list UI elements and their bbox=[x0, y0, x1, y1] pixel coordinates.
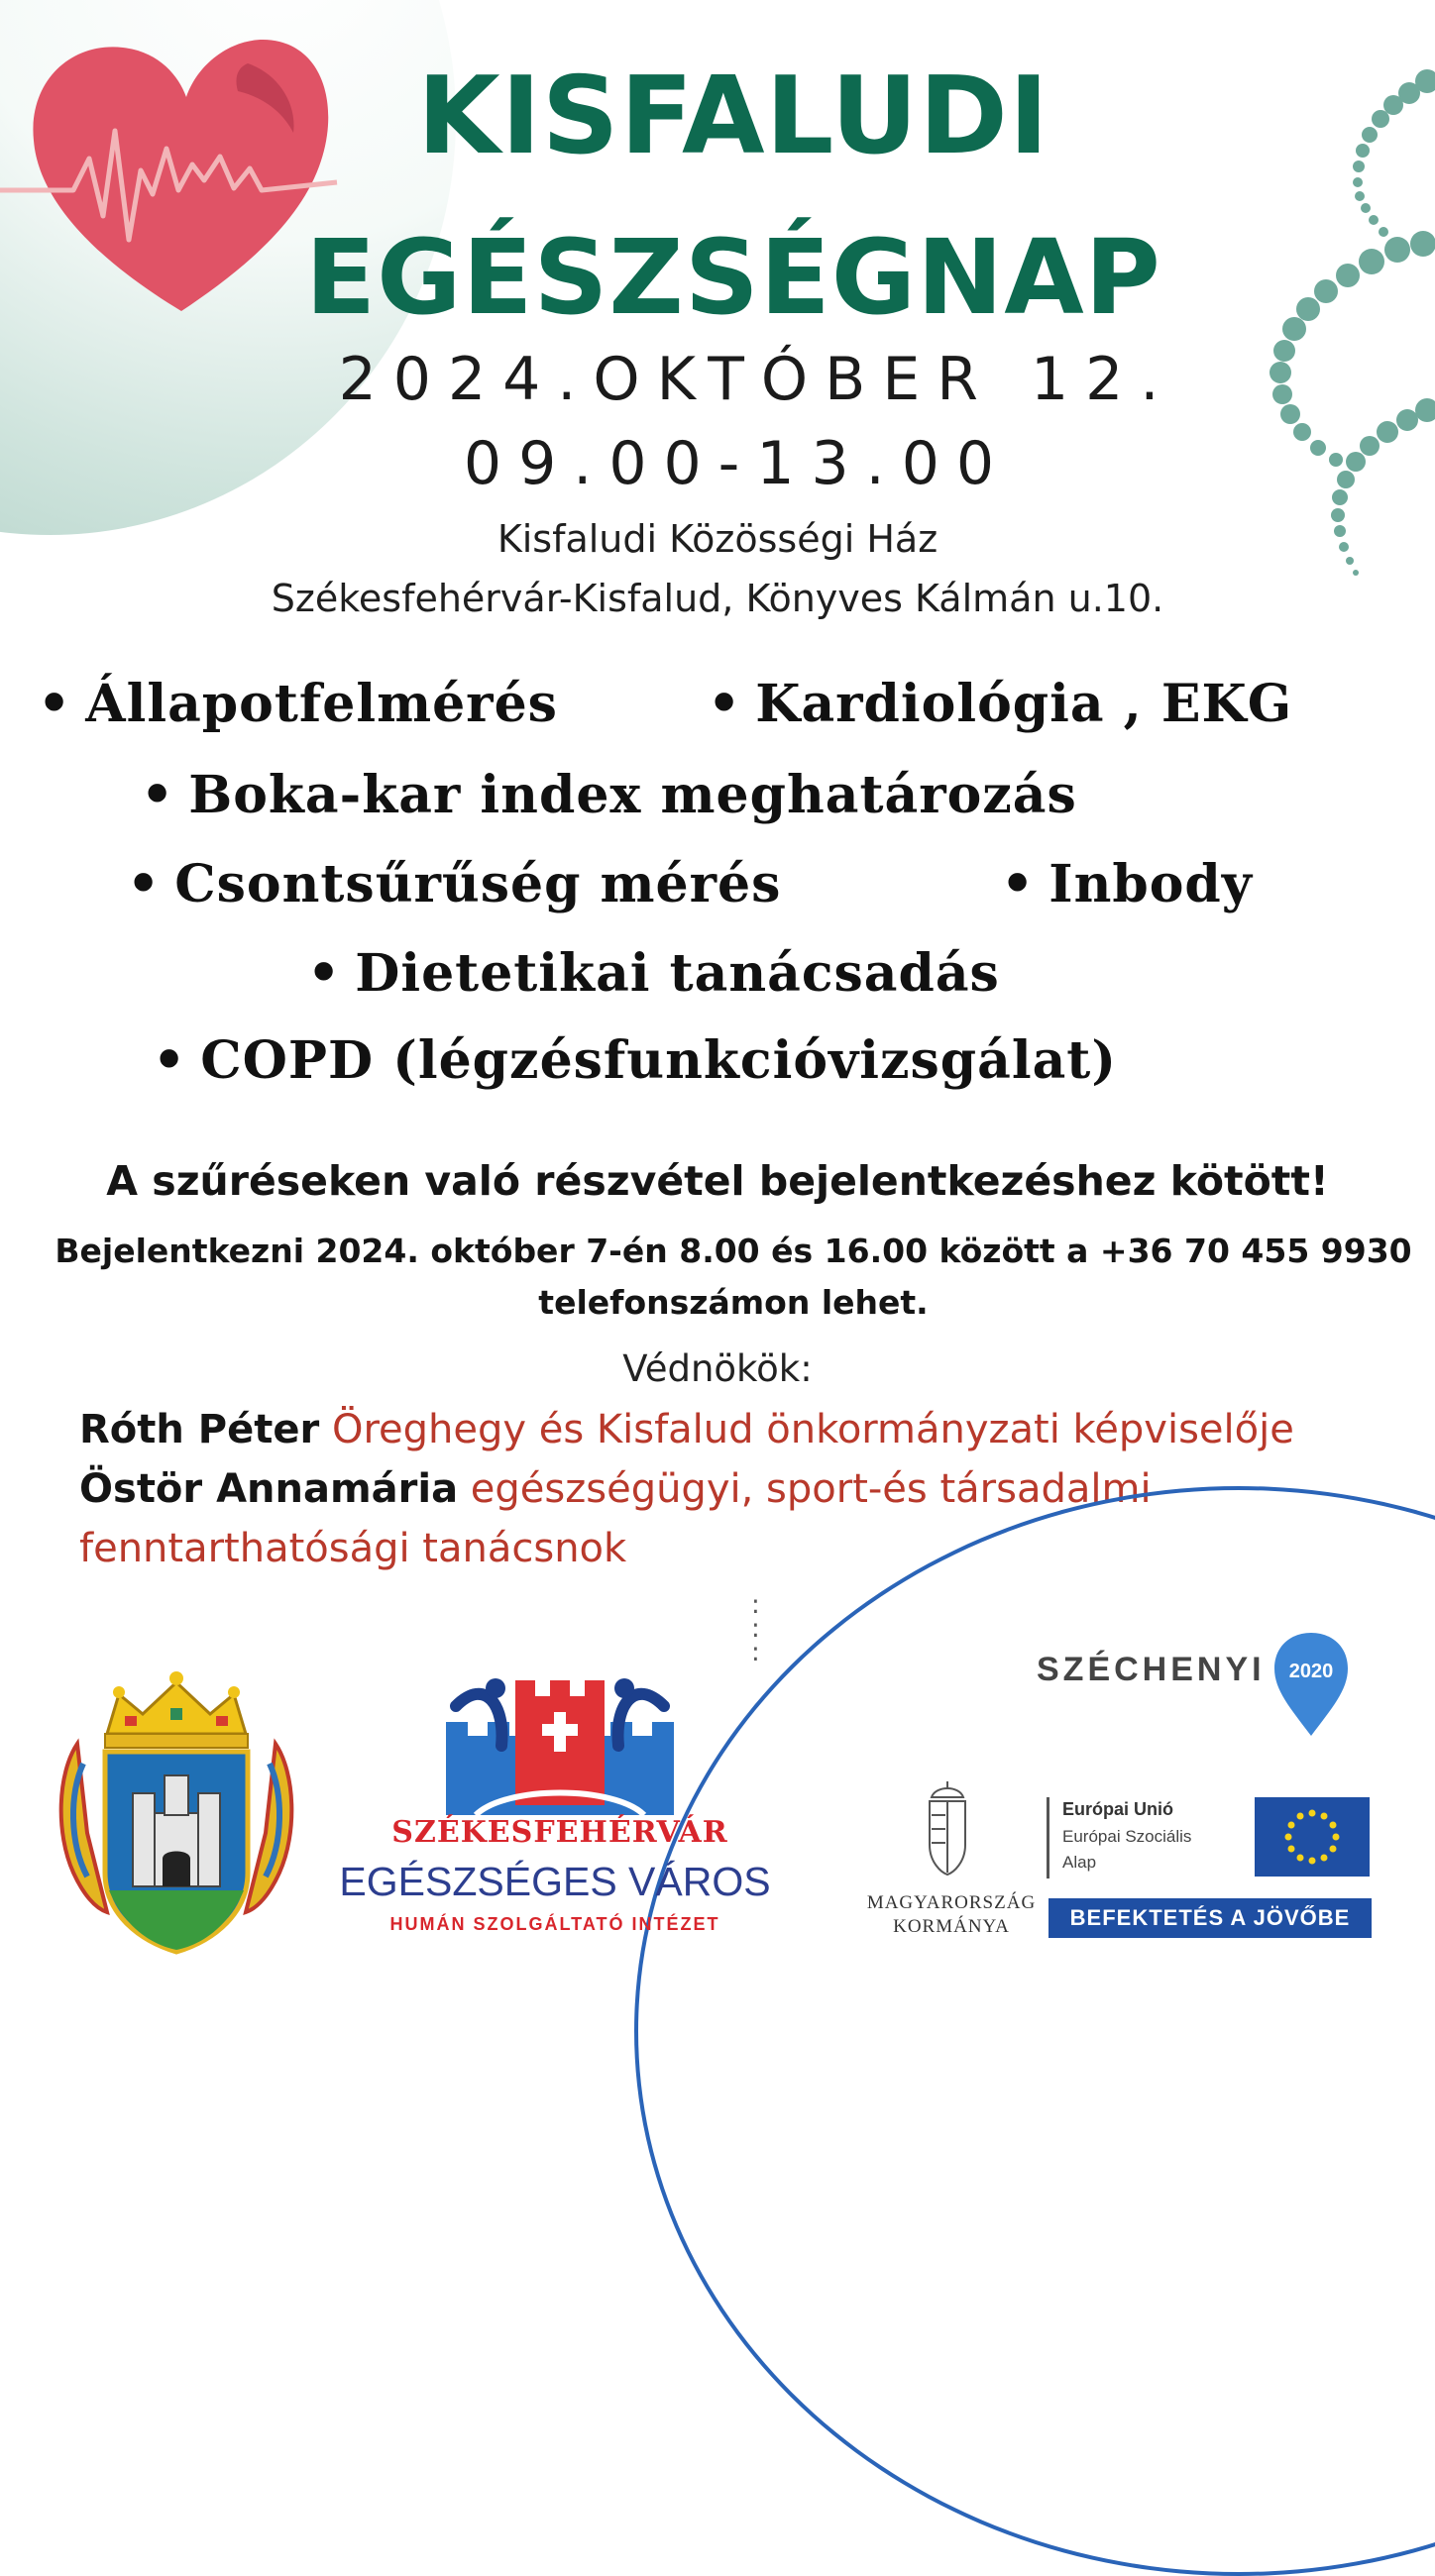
bullet: • bbox=[708, 674, 742, 734]
szechenyi-logo-text: SZÉCHENYI bbox=[1037, 1651, 1266, 1688]
patrons-heading: Védnökök: bbox=[622, 1347, 813, 1390]
patron-name: Östör Annamária bbox=[79, 1466, 459, 1512]
patron-role: Öreghegy és Kisfalud önkormányzati képviselője bbox=[331, 1407, 1294, 1452]
registration-details: Bejelentkezni 2024. október 7-én 8.00 és 16.00 között a +36 70 455 9930 telefonszámon lehet. bbox=[55, 1232, 1412, 1322]
event-time: 09.00-13.00 bbox=[463, 429, 1012, 498]
eu-flag-icon bbox=[1255, 1797, 1370, 1877]
service-item: • Csontsűrűség mérés bbox=[127, 854, 782, 914]
bullet: • bbox=[1001, 854, 1036, 914]
service-item: • Dietetikai tanácsadás bbox=[307, 943, 1000, 1004]
bullet: • bbox=[307, 943, 342, 1004]
eu-banner: BEFEKTETÉS A JÖVŐBE bbox=[1049, 1898, 1372, 1938]
service-item: • Állapotfelmérés bbox=[38, 674, 558, 734]
patron-entry bbox=[79, 1407, 1294, 1452]
eu-divider bbox=[1047, 1797, 1049, 1878]
service-item: • Inbody bbox=[1001, 854, 1253, 914]
eu-line-1: Európai Unió bbox=[1062, 1799, 1173, 1819]
registration-headline: A szűréseken való részvétel bejelentkezéshez kötött! bbox=[106, 1157, 1329, 1205]
patron-role: egészségügyi, sport-és társadalmi bbox=[470, 1466, 1152, 1512]
patron-entry bbox=[79, 1466, 1152, 1512]
eu-line-2: Európai Szociális bbox=[1062, 1827, 1192, 1846]
patron-name: Róth Péter bbox=[79, 1407, 320, 1452]
healthy-city-emblem bbox=[436, 1666, 684, 1825]
bullet: • bbox=[127, 854, 162, 914]
city-coat-of-arms-logo bbox=[48, 1664, 305, 1962]
szechenyi-year: 2020 bbox=[1288, 1661, 1334, 1682]
event-date: 2024.OKTÓBER 12. bbox=[338, 345, 1176, 414]
venue-name: Kisfaludi Közösségi Ház bbox=[497, 517, 938, 561]
service-item: • COPD (légzésfunkcióvizsgálat) bbox=[153, 1030, 1117, 1091]
title-line-2: EGÉSZSÉGNAP bbox=[305, 217, 1161, 338]
bullet: • bbox=[38, 674, 72, 734]
hungarian-coat-of-arms-icon bbox=[918, 1779, 977, 1878]
patron-role-continued: fenntarthatósági tanácsnok bbox=[79, 1526, 627, 1571]
healthy-city-title: EGÉSZSÉGES VÁROS bbox=[339, 1859, 771, 1904]
bullet: • bbox=[141, 765, 175, 825]
healthy-city-subtitle: HUMÁN SZOLGÁLTATÓ INTÉZET bbox=[389, 1914, 720, 1934]
location-pin-icon bbox=[1270, 1629, 1352, 1740]
title-line-1: KISFALUDI bbox=[416, 54, 1050, 178]
venue-address: Székesfehérvár-Kisfalud, Könyves Kálmán u.10. bbox=[271, 577, 1164, 620]
bullet: • bbox=[153, 1030, 187, 1091]
government-line-2: KORMÁNYA bbox=[893, 1916, 1010, 1937]
service-item: • Boka-kar index meghatározás bbox=[141, 765, 1077, 825]
service-item: • Kardiológia , EKG bbox=[708, 674, 1293, 734]
government-line-1: MAGYARORSZÁG bbox=[866, 1892, 1037, 1913]
separator-dots: : : : bbox=[751, 1590, 760, 1667]
decorative-dots bbox=[1249, 59, 1435, 594]
eu-line-3: Alap bbox=[1062, 1853, 1097, 1872]
healthy-city-city-name: SZÉKESFEHÉRVÁR bbox=[391, 1815, 728, 1850]
